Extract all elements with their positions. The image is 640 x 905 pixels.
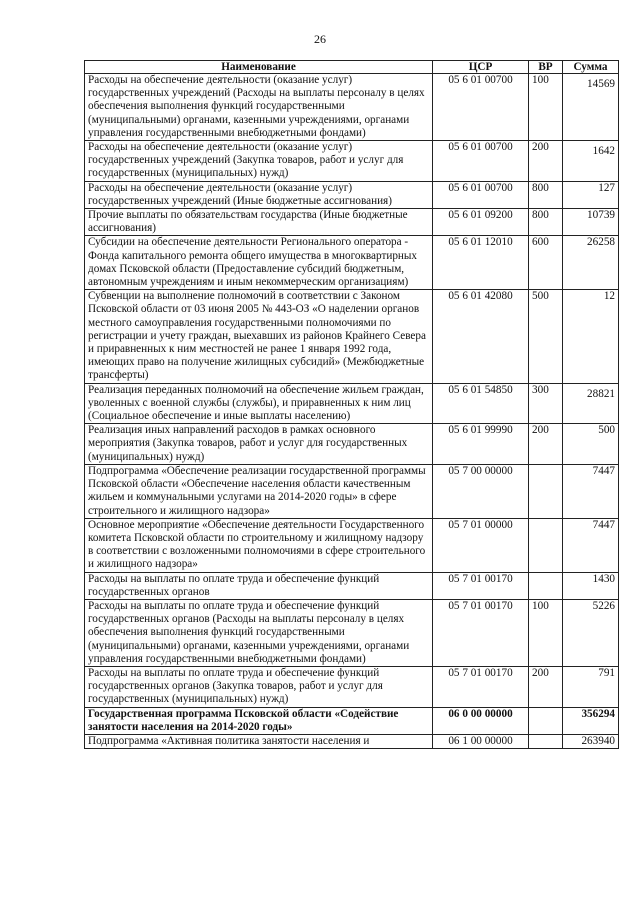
row-vr: [529, 518, 563, 572]
row-sum: 1642: [563, 141, 619, 182]
row-code: 05 7 01 00170: [433, 572, 529, 599]
row-code: 06 0 00 00000: [433, 707, 529, 734]
row-vr: 200: [529, 424, 563, 465]
row-vr: [529, 572, 563, 599]
row-sum: 7447: [563, 518, 619, 572]
row-vr: 600: [529, 236, 563, 290]
row-code: 05 6 01 42080: [433, 290, 529, 383]
table-row: [85, 464, 619, 518]
table-row: [85, 181, 619, 208]
row-code: 05 7 01 00170: [433, 599, 529, 666]
table-row: [85, 518, 619, 572]
row-sum: 5226: [563, 599, 619, 666]
row-code: 05 6 01 99990: [433, 424, 529, 465]
row-sum: 12: [563, 290, 619, 383]
row-code: 05 6 01 12010: [433, 236, 529, 290]
table-row: [85, 290, 619, 383]
row-vr: 300: [529, 383, 563, 424]
page-number: 26: [314, 32, 326, 46]
row-sum: 500: [563, 424, 619, 465]
row-vr: 800: [529, 181, 563, 208]
row-vr: 100: [529, 599, 563, 666]
table-row: [85, 707, 619, 734]
row-sum: 1430: [563, 572, 619, 599]
row-sum: 356294: [563, 707, 619, 734]
row-name: Расходы на выплаты по оплате труда и обеспечение функций государственных органов (Закупка товаров, работ и услуг для государственных (муниципальных) нужд): [85, 666, 433, 707]
row-name: Прочие выплаты по обязательствам государства (Иные бюджетные ассигнования): [85, 209, 433, 236]
row-sum: 791: [563, 666, 619, 707]
table-row: [85, 74, 619, 141]
table-body: [85, 74, 619, 749]
row-code: 05 7 01 00000: [433, 518, 529, 572]
row-vr: [529, 707, 563, 734]
row-vr: 200: [529, 666, 563, 707]
table-row: [85, 209, 619, 236]
row-name: Расходы на выплаты по оплате труда и обеспечение функций государственных органов: [85, 572, 433, 599]
table-row: [85, 599, 619, 666]
row-name: Расходы на выплаты по оплате труда и обеспечение функций государственных органов (Расходы на выплаты персоналу в целях обеспечения выполнения функций государственными (муниципальными) органами, казенными учреждениями, органами управления государственными внебюджетными фондами): [85, 599, 433, 666]
row-sum: 14569: [563, 74, 619, 141]
row-name: Расходы на обеспечение деятельности (оказание услуг) государственных учреждений (Расходы на выплаты персоналу в целях обеспечения выполнения функций государственными (муниципальными) органами, казенными учреждениями, органами управления государственными внебюджетными фондами): [85, 74, 433, 141]
row-sum: 10739: [563, 209, 619, 236]
row-name: Подпрограмма «Обеспечение реализации государственной программы Псковской области «Обеспечение населения области качественным жильем и коммунальными услугами на 2014-2020 годы» в сфере строительного и жилищного надзора»: [85, 464, 433, 518]
row-sum: 7447: [563, 464, 619, 518]
row-name: Расходы на обеспечение деятельности (оказание услуг) государственных учреждений (Закупка товаров, работ и услуг для государственных (муниципальных) нужд): [85, 141, 433, 182]
table-row: [85, 572, 619, 599]
table-row: [85, 383, 619, 424]
row-vr: 500: [529, 290, 563, 383]
table-header: [85, 61, 619, 74]
header-code: ЦСР: [433, 61, 529, 74]
row-name: Реализация иных направлений расходов в рамках основного мероприятия (Закупка товаров, работ и услуг для государственных (муниципальных) нужд): [85, 424, 433, 465]
row-name: Субсидии на обеспечение деятельности Регионального оператора - Фонда капитального ремонта общего имущества в многоквартирных домах Псковской области (Предоставление субсидий бюджетным, автономным учреждениям и иным некоммерческим организациям): [85, 236, 433, 290]
row-code: 05 6 01 09200: [433, 209, 529, 236]
row-vr: 200: [529, 141, 563, 182]
row-code: 05 6 01 00700: [433, 74, 529, 141]
row-code: 05 6 01 00700: [433, 181, 529, 208]
table-row: [85, 734, 619, 748]
row-name: Реализация переданных полномочий на обеспечение жильем граждан, уволенных с военной службы (службы), и приравненных к ним лиц (Социальное обеспечение и иные выплаты населению): [85, 383, 433, 424]
row-code: 05 7 00 00000: [433, 464, 529, 518]
row-name: Субвенции на выполнение полномочий в соответствии с Законом Псковской области от 03 июня 2005 № 443-ОЗ «О наделении органов местного самоуправления государственными полномочиями по регистрации и учету граждан, выехавших из районов Крайнего Севера и приравненных к ним местностей не ранее 1 января 1992 года, имеющих право на получение жилищных субсидий» (Межбюджетные трансферты): [85, 290, 433, 383]
table-row: [85, 424, 619, 465]
table-row: [85, 666, 619, 707]
row-vr: [529, 734, 563, 748]
row-name: Подпрограмма «Активная политика занятости населения и: [85, 734, 433, 748]
row-vr: [529, 464, 563, 518]
header-vr: ВР: [529, 61, 563, 74]
table-row: [85, 236, 619, 290]
header-name: Наименование: [85, 61, 433, 74]
row-vr: 100: [529, 74, 563, 141]
table-row: [85, 141, 619, 182]
row-code: 05 7 01 00170: [433, 666, 529, 707]
row-name: Расходы на обеспечение деятельности (оказание услуг) государственных учреждений (Иные бюджетные ассигнования): [85, 181, 433, 208]
header-sum: Сумма: [563, 61, 619, 74]
row-code: 05 6 01 00700: [433, 141, 529, 182]
row-sum: 26258: [563, 236, 619, 290]
row-name: Основное мероприятие «Обеспечение деятельности Государственного комитета Псковской области по строительному и жилищному надзору в соответствии с возложенными полномочиями в сфере строительного и жилищного надзора»: [85, 518, 433, 572]
row-sum: 263940: [563, 734, 619, 748]
row-vr: 800: [529, 209, 563, 236]
budget-table: [84, 60, 619, 749]
row-code: 06 1 00 00000: [433, 734, 529, 748]
row-sum: 28821: [563, 383, 619, 424]
row-sum: 127: [563, 181, 619, 208]
row-name: Государственная программа Псковской области «Содействие занятости населения на 2014-2020 годы»: [85, 707, 433, 734]
row-code: 05 6 01 54850: [433, 383, 529, 424]
